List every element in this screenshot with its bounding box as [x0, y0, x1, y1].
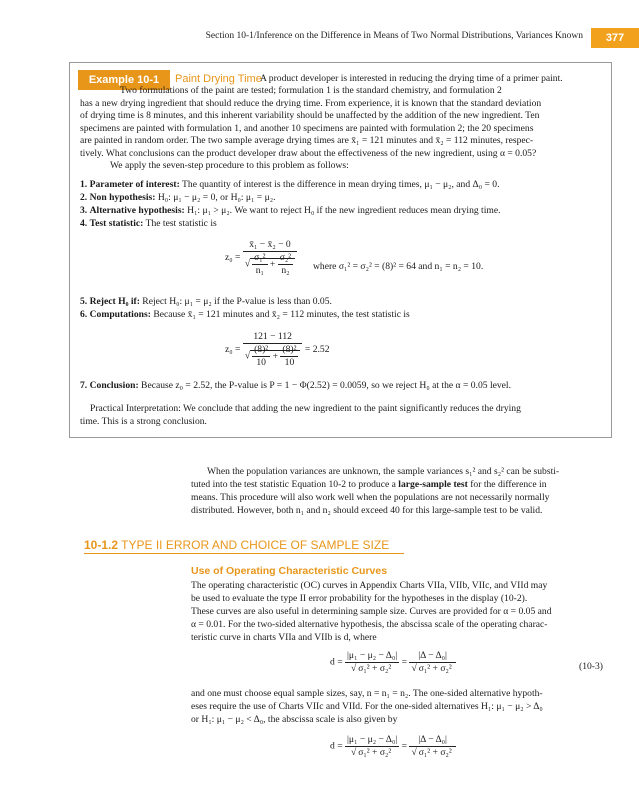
step-5: 5. Reject H₀ if: Reject H₀: μ₁ = μ₂ if the P-value is less than 0.05. — [80, 296, 332, 307]
step-7: 7. Conclusion: Because z₀ = 2.52, the P-value is P = 1 − Φ(2.52) = 0.0059, so we reject H₀ at the α = 0.05 level. — [80, 380, 511, 391]
para2-line-1: be used to evaluate the type II error probability for the hypotheses in the display (10-2). — [191, 593, 528, 604]
para2-line-2: These curves are also useful in determining sample size. Curves are provided for α = 0.05 and — [191, 606, 552, 617]
para1-line-3: distributed. However, both n₁ and n₂ should exceed 40 for this large-sample test to be valid. — [191, 505, 543, 516]
example-intro-line-1: has a new drying ingredient that should reduce the drying time. From experience, it is known that the standard deviation — [80, 97, 542, 109]
example-intro-line-2: of drying time is 8 minutes, and this inherent variability should be unaffected by the addition of the new ingredient. Ten — [80, 110, 540, 121]
para2-line-0: The operating characteristic (OC) curves in Appendix Charts VIIa, VIIb, VIIc, and VIId may — [191, 580, 548, 591]
para1-line-2: means. This procedure will also work well when the populations are not necessarily normally — [191, 492, 550, 503]
page-number: 377 — [591, 28, 639, 48]
example-title: Paint Drying Time — [175, 73, 262, 85]
equation-test-statistic: z₀ = x̄₁ − x̄₂ − 0 √ $\frac{\text{σ₁²}}{\text{n₁}}$ + $\frac{\text{σ₂²}}{\text{n₂}}$ — [225, 239, 297, 277]
para1-line-0: When the population variances are unknown, the sample variances s₁² and s₂² can be substi- — [207, 466, 560, 477]
step-4: 4. Test statistic: The test statistic is — [80, 218, 217, 229]
section-rule — [84, 553, 404, 554]
para2-line-4: teristic curve in charts VIIa and VIIb is d, where — [191, 632, 377, 643]
equation-d-one-sided: d = $\frac{\text{|μ₁ − μ₂ − Δ₀|}}{\text{√ σ₁² + σ₂²}}$ = $\frac{\text{|Δ − Δ₀|}}{\text{√ σ₁² + σ₂²}}$ — [330, 734, 456, 759]
para2-line-3: α = 0.01. For the two-sided alternative hypothesis, the abscissa scale of the operating charac- — [191, 619, 548, 630]
subsection-heading: Use of Operating Characteristic Curves — [191, 565, 388, 577]
example-intro-line-4: are painted in random order. The two sample average drying times are x̄₁ = 121 minutes and x̄₂ = 112 minutes, respec- — [80, 135, 534, 146]
example-intro-lead: A product developer is interested in reducing the drying time of a primer paint. — [260, 73, 563, 84]
para3-line-1: eses require the use of Charts VIIc and VIId. For the one-sided alternatives H₁: μ₁ − μ₂ > Δ₀ — [191, 701, 543, 712]
example-intro-line-5: tively. What conclusions can the product developer draw about the effectiveness of the new ingredient, using α = 0.05? — [80, 147, 537, 159]
practical-interpretation: Practical Interpretation: We conclude that adding the new ingredient to the paint significantly reduces the drying — [90, 403, 521, 414]
step-1: 1. Parameter of interest: The quantity of interest is the difference in mean drying times, μ₁ − μ₂, and Δ₀ = 0. — [80, 179, 500, 190]
practical-interpretation-2: time. This is a strong conclusion. — [80, 415, 207, 427]
equation-where: where σ₁² = σ₂² = (8)² = 64 and n₁ = n₂ = 10. — [313, 261, 484, 272]
equation-computation: z₀ = 121 − 112 √ $\frac{\text{(8)²}}{10}$ + $\frac{\text{(8)²}}{10}$ = 2.52 — [225, 331, 330, 368]
equation-10-3: d = $\frac{\text{|μ₁ − μ₂ − Δ₀|}}{\text{√ σ₁² + σ₂²}}$ = $\frac{\text{|Δ − Δ₀|}}{\text{√ σ₁² + σ₂²}}$ — [330, 650, 456, 675]
section-heading: 10-1.2 TYPE II ERROR AND CHOICE OF SAMPLE SIZE — [84, 538, 390, 552]
equation-number: (10-3) — [579, 661, 603, 672]
example-intro-line-3: specimens are painted with formulation 1, and another 10 specimens are painted with formulation 2; the 20 specimens — [80, 122, 534, 134]
example-label: Example 10-1 — [78, 70, 170, 90]
example-box — [69, 62, 612, 438]
para1-line-1: tuted into the test statistic Equation 10-2 to produce a large-sample test for the difference in — [191, 479, 547, 490]
example-intro-line-0: Two formulations of the paint are tested; formulation 1 is the standard chemistry, and formulation 2 — [120, 85, 502, 96]
para3-line-0: and one must choose equal sample sizes, say, n = n₁ = n₂. The one-sided alternative hypoth- — [191, 688, 543, 699]
step-2: 2. Non hypothesis: H₀: μ₁ − μ₂ = 0, or H₀: μ₁ = μ₂. — [80, 192, 276, 203]
step-6: 6. Computations: Because x̄₁ = 121 minutes and x̄₂ = 112 minutes, the test statistic is — [80, 309, 410, 320]
step-3: 3. Alternative hypothesis: H₁: μ₁ > μ₂. We want to reject H₀ if the new ingredient reduces mean drying time. — [80, 205, 501, 216]
running-header — [0, 28, 639, 50]
example-apply: We apply the seven-step procedure to this problem as follows: — [110, 160, 349, 171]
header-title: Section 10-1/Inference on the Difference in Means of Two Normal Distributions, Variances Known — [205, 31, 583, 41]
para3-line-2: or H₁: μ₁ − μ₂ < Δ₀, the abscissa scale is also given by — [191, 714, 398, 725]
